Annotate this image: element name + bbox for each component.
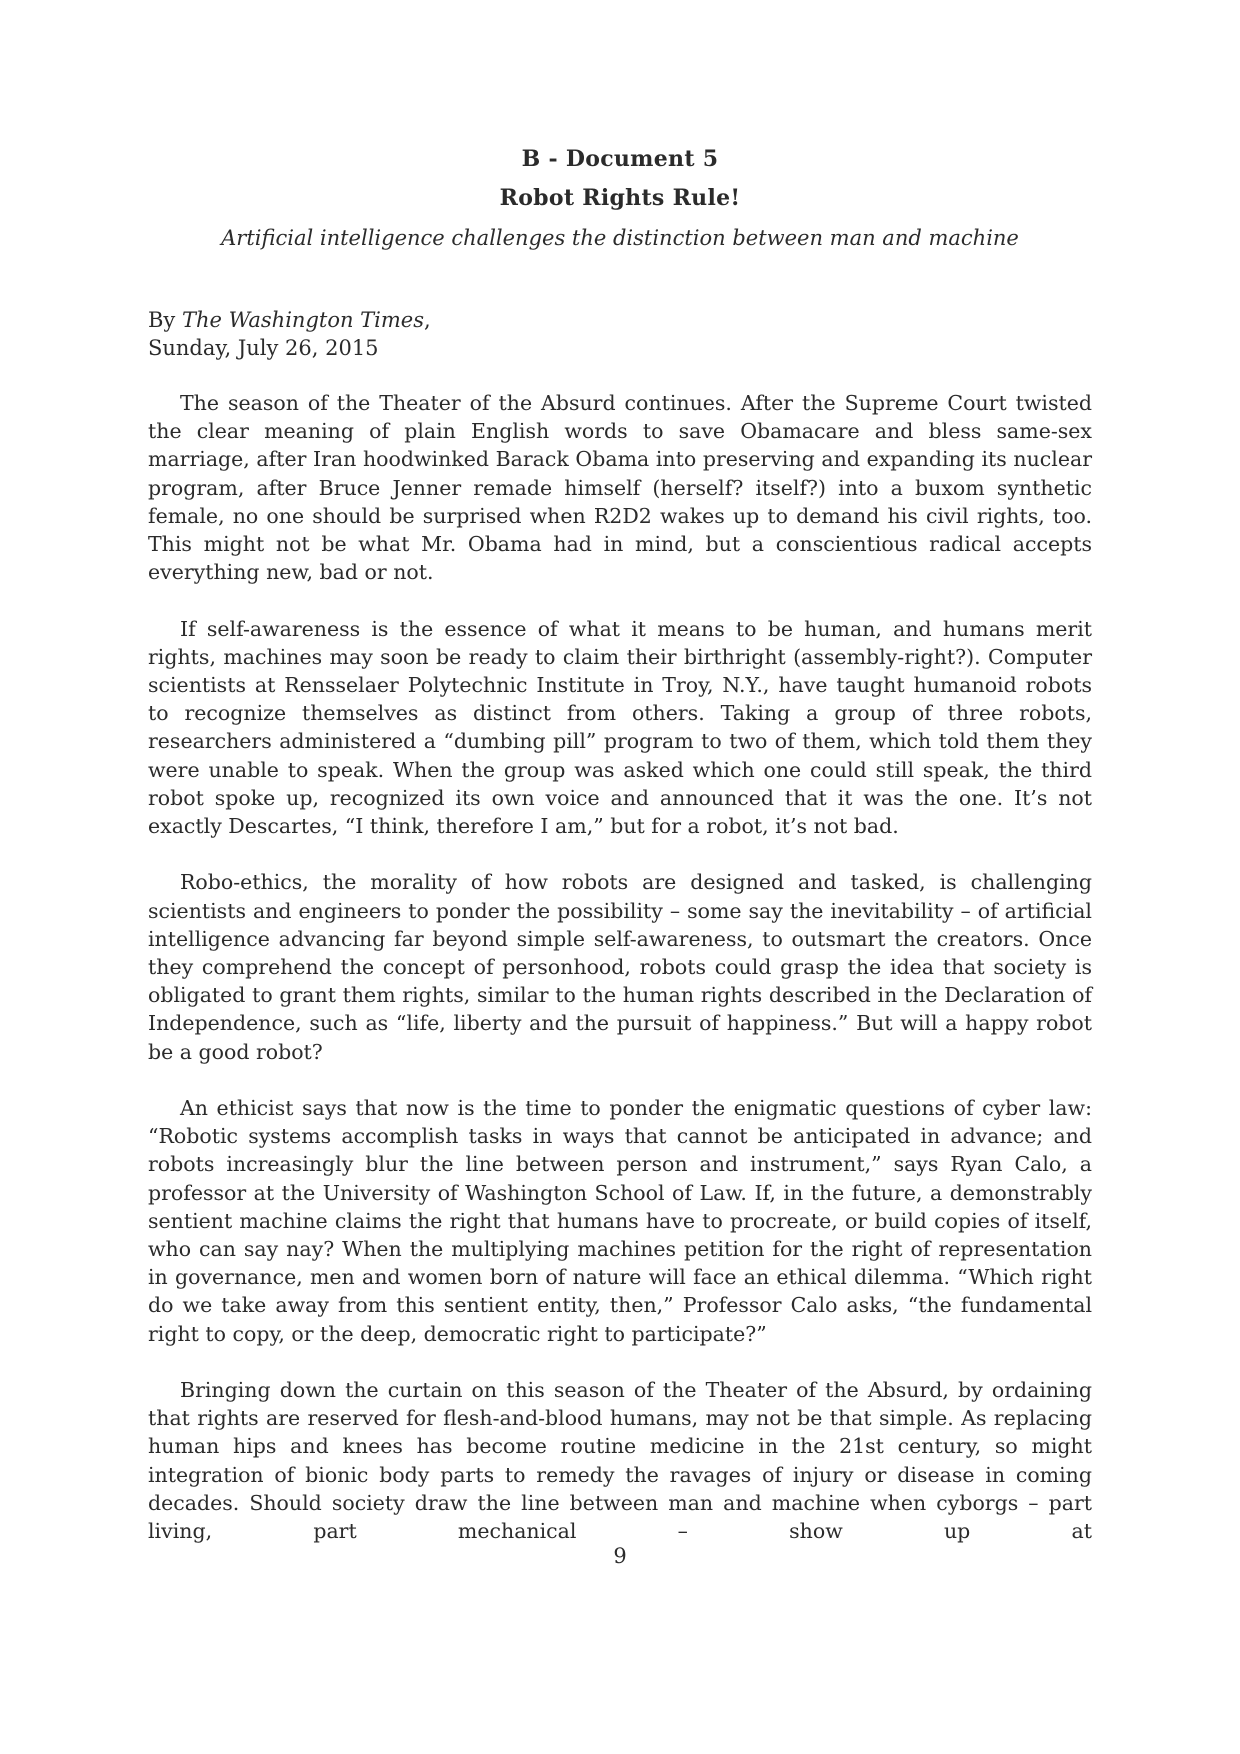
byline-date: Sunday, July 26, 2015	[148, 336, 379, 360]
paragraph-4: An ethicist says that now is the time to ponder the enigmatic questions of cyber law: “Robotic systems accomplish tasks in ways that cannot be anticipated in advance; and robots increasingly blur the line between person and instrument,” says Ryan Calo, a professor at the University of Washington School of Law. If, in the future, a demonstrably sentient machine claims the right that humans have to procreate, or build copies of itself, who can say nay? When the multiplying machines petition for the right of representation in governance, men and women born of nature will face an ethical dilemma. “Which right do we take away from this sentient entity, then,” Professor Calo asks, “the fundamental right to copy, or the deep, democratic right to participate?”	[148, 1096, 1092, 1346]
article-title: Robot Rights Rule!	[499, 185, 741, 211]
article-body	[148, 389, 1092, 1545]
page-number: 9	[613, 1544, 627, 1568]
paragraph-2: If self-awareness is the essence of what it means to be human, and humans merit rights, machines may soon be ready to claim their birthright (assembly-right?). Computer scientists at Rensselaer Polytechnic Institute in Troy, N.Y., have taught humanoid robots to recognize themselves as distinct from others. Taking a group of three robots, researchers administered a “dumbing pill” program to two of them, which told them they were unable to speak. When the group was asked which one could still speak, the third robot spoke up, recognized its own voice and announced that it was the one. It’s not exactly Descartes, “I think, therefore I am,” but for a robot, it’s not bad.	[148, 616, 1092, 839]
paragraph-3: Robo-ethics, the morality of how robots are designed and tasked, is challenging scientists and engineers to ponder the possibility – some say the inevitability – of artificial intelligence advancing far beyond simple self-awareness, to outsmart the creators. Once they comprehend the concept of personhood, robots could grasp the idea that society is obligated to grant them rights, similar to the human rights described in the Declaration of Independence, such as “life, liberty and the pursuit of happiness.” But will a happy robot be a good robot?	[148, 870, 1092, 1064]
byline-publication: The Washington Times	[181, 308, 425, 332]
byline	[148, 306, 1092, 362]
byline-by: By	[148, 308, 182, 332]
paragraph-1: The season of the Theater of the Absurd continues. After the Supreme Court twisted the clear meaning of plain English words to save Obamacare and bless same-sex marriage, after Iran hoodwinked Barack Obama into preserving and expanding its nuclear program, after Bruce Jenner remade himself (herself? itself?) into a buxom synthetic female, no one should be surprised when R2D2 wakes up to demand his civil rights, too. This might not be what Mr. Obama had in mind, but a conscientious radical accepts everything new, bad or not.	[148, 391, 1092, 585]
byline-source	[148, 306, 1092, 334]
paragraph-5: Bringing down the curtain on this season of the Theater of the Absurd, by ordaining that rights are reserved for flesh-and-blood humans, may not be that simple. As replacing human hips and knees has become routine medicine in the 21st century, so might integration of bionic body parts to remedy the ravages of injury or disease in coming decades. Should society draw the line between man and machine when cyborgs – part living, part mechanical – show up at	[148, 1378, 1092, 1544]
article-subtitle: Artificial intelligence challenges the distinction between man and machine	[221, 226, 1019, 250]
document-label: B - Document 5	[521, 146, 719, 172]
byline-comma: ,	[424, 308, 431, 332]
